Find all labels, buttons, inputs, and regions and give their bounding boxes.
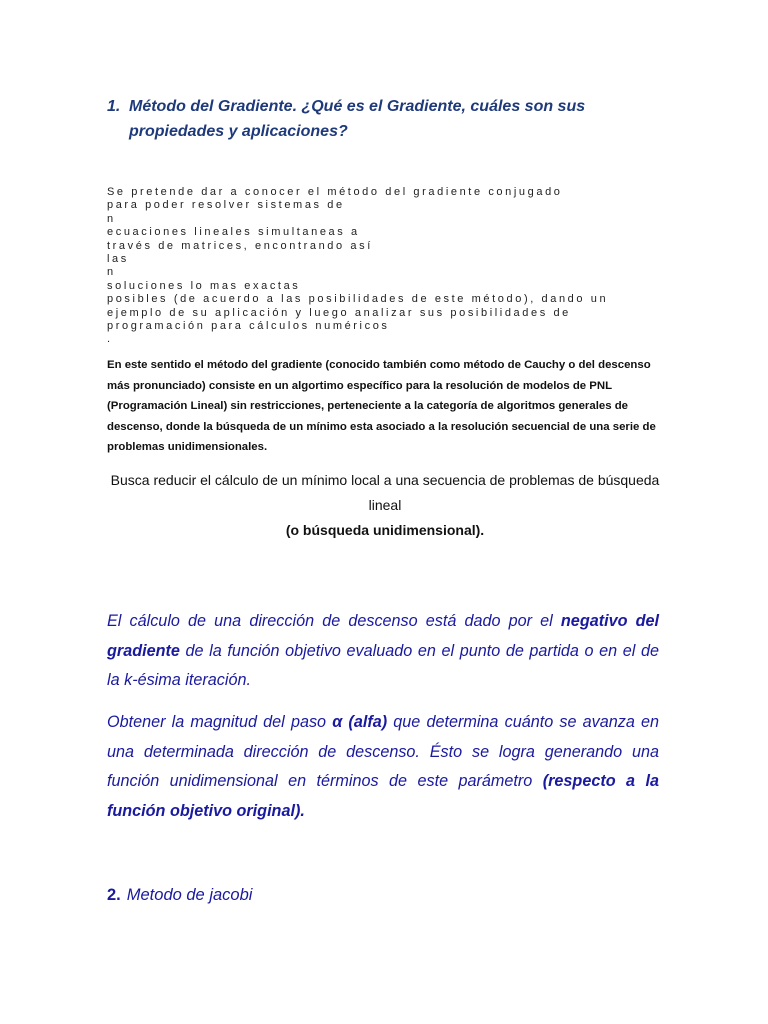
centered-line-1: Busca reducir el cálculo de un mínimo local a una secuencia de problemas de búsqueda lineal bbox=[110, 472, 660, 513]
spaced-text-block bbox=[107, 186, 667, 347]
spaced-line: posibles (de acuerdo a las posibilidades de este método), dando un bbox=[107, 293, 609, 306]
emphasis-alpha: α (alfa) bbox=[332, 713, 388, 731]
section-1-number: 1. bbox=[107, 98, 121, 115]
emphasis-negative-gradient: negativo del gradiente bbox=[107, 612, 660, 660]
spaced-line: n bbox=[107, 266, 116, 279]
section-1-title: Método del Gradiente. ¿Qué es el Gradiente, cuáles son sus propiedades y aplicaciones? bbox=[129, 98, 586, 140]
section-1-heading bbox=[107, 94, 627, 144]
text-span: de la función objetivo evaluado en el punto de partida o en el de la k-ésima iteración. bbox=[107, 641, 659, 689]
gradient-method-paragraph: En este sentido el método del gradiente (conocido también como método de Cauchy o del descenso más pronunciado) consiste en un algortimo específico para la resolución de modelos de PNL (Programación Lineal) sin restricciones, perteneciente a la categoría de algoritmos generales de descenso, donde la búsqueda de un mínimo esta asociado a la resolución secuencial de una serie de problemas unidimensionales. bbox=[107, 359, 656, 453]
centered-statement bbox=[100, 468, 670, 543]
text-span: Obtener la magnitud del paso bbox=[107, 713, 333, 731]
spaced-line: ejemplo de su aplicación y luego analizar sus posibilidades de bbox=[107, 306, 571, 319]
emphasis-original-function: (respecto a la función objetivo original). bbox=[107, 772, 659, 820]
spaced-line: través de matrices, encontrando así bbox=[107, 239, 373, 252]
spaced-line: programación para cálculos numéricos bbox=[107, 319, 390, 332]
section-2-number: 2. bbox=[107, 886, 121, 904]
spaced-line: . bbox=[107, 333, 113, 346]
spaced-line: n bbox=[107, 212, 116, 225]
spaced-line: ecuaciones lineales simultaneas a bbox=[107, 226, 360, 239]
text-span: El cálculo de una dirección de descenso está dado por el bbox=[107, 612, 561, 630]
text-span: que determina cuánto se avanza en una determinada dirección de descenso. Ésto se logra generando una función unidimensional en términos de este parámetro bbox=[107, 713, 659, 790]
section-2-title: Metodo de jacobi bbox=[126, 886, 253, 904]
step-magnitude-paragraph bbox=[107, 708, 659, 826]
spaced-line: Se pretende dar a conocer el método del gradiente conjugado bbox=[107, 186, 563, 198]
spaced-line: soluciones lo mas exactas bbox=[107, 279, 301, 292]
centered-line-2: (o búsqueda unidimensional). bbox=[285, 522, 485, 538]
descent-direction-paragraph bbox=[107, 607, 659, 696]
spaced-line: las bbox=[107, 252, 129, 265]
section-2-heading bbox=[107, 880, 252, 910]
spaced-line: para poder resolver sistemas de bbox=[107, 199, 345, 212]
